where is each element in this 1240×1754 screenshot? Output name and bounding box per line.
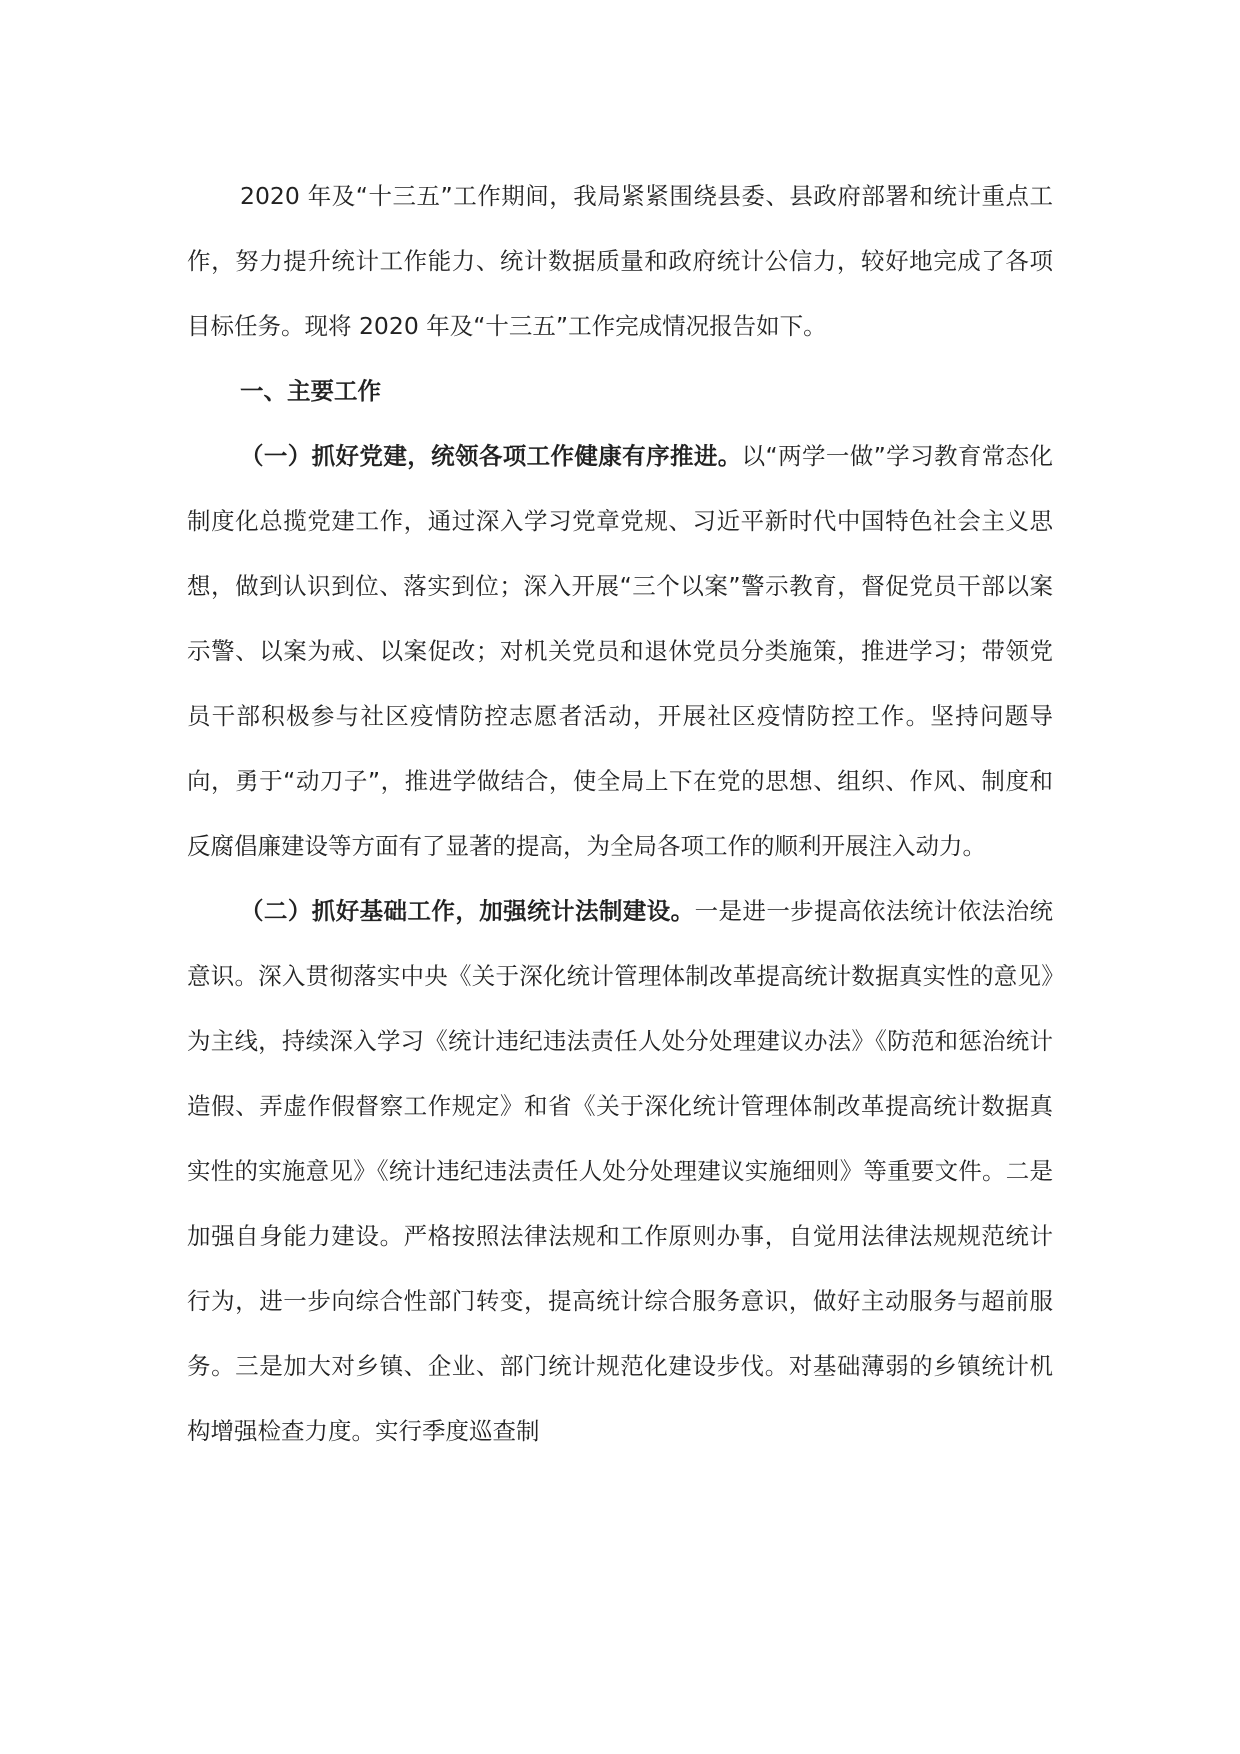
subsection-party-building-body: 以“两学一做”学习教育常态化制度化总揽党建工作，通过深入学习党章党规、习近平新时代中国特色社会主义思想，做到认识到位、落实到位；深入开展“三个以案”警示教育，督促党员干部以案示警、以案为戒、以案促改；对机关党员和退休党员分类施策，推进学习；带领党员干部积极参与社区疫情防控志愿者活动，开展社区疫情防控工作。坚持问题导向，勇于“动刀子”，推进学做结合，使全局上下在党的思想、组织、作风、制度和反腐倡廉建设等方面有了显著的提高，为全局各项工作的顺利开展注入动力。 bbox=[187, 442, 1053, 860]
section-heading-main-work: 一、主要工作 bbox=[240, 377, 381, 405]
subsection-party-building bbox=[187, 424, 1053, 879]
subsection-party-building-title: （一）抓好党建，统领各项工作健康有序推进。 bbox=[240, 442, 742, 470]
subsection-basic-work-title: （二）抓好基础工作，加强统计法制建设。 bbox=[240, 897, 695, 925]
subsection-basic-work bbox=[187, 879, 1053, 1464]
subsection-basic-work-body: 一是进一步提高依法统计依法治统意识。深入贯彻落实中央《关于深化统计管理体制改革提高统计数据真实性的意见》为主线，持续深入学习《统计违纪违法责任人处分处理建议办法》《防范和惩治统计造假、弄虚作假督察工作规定》和省《关于深化统计管理体制改革提高统计数据真实性的实施意见》《统计违纪违法责任人处分处理建议实施细则》等重要文件。二是加强自身能力建设。严格按照法律法规和工作原则办事，自觉用法律法规规范统计行为，进一步向综合性部门转变，提高统计综合服务意识，做好主动服务与超前服务。三是加大对乡镇、企业、部门统计规范化建设步伐。对基础薄弱的乡镇统计机构增强检查力度。实行季度巡查制 bbox=[187, 897, 1054, 1445]
document-body bbox=[187, 164, 1053, 1464]
intro-paragraph: 2020 年及“十三五”工作期间，我局紧紧围绕县委、县政府部署和统计重点工作，努力提升统计工作能力、统计数据质量和政府统计公信力，较好地完成了各项目标任务。现将 2020 年及“十三五”工作完成情况报告如下。 bbox=[187, 182, 1053, 340]
